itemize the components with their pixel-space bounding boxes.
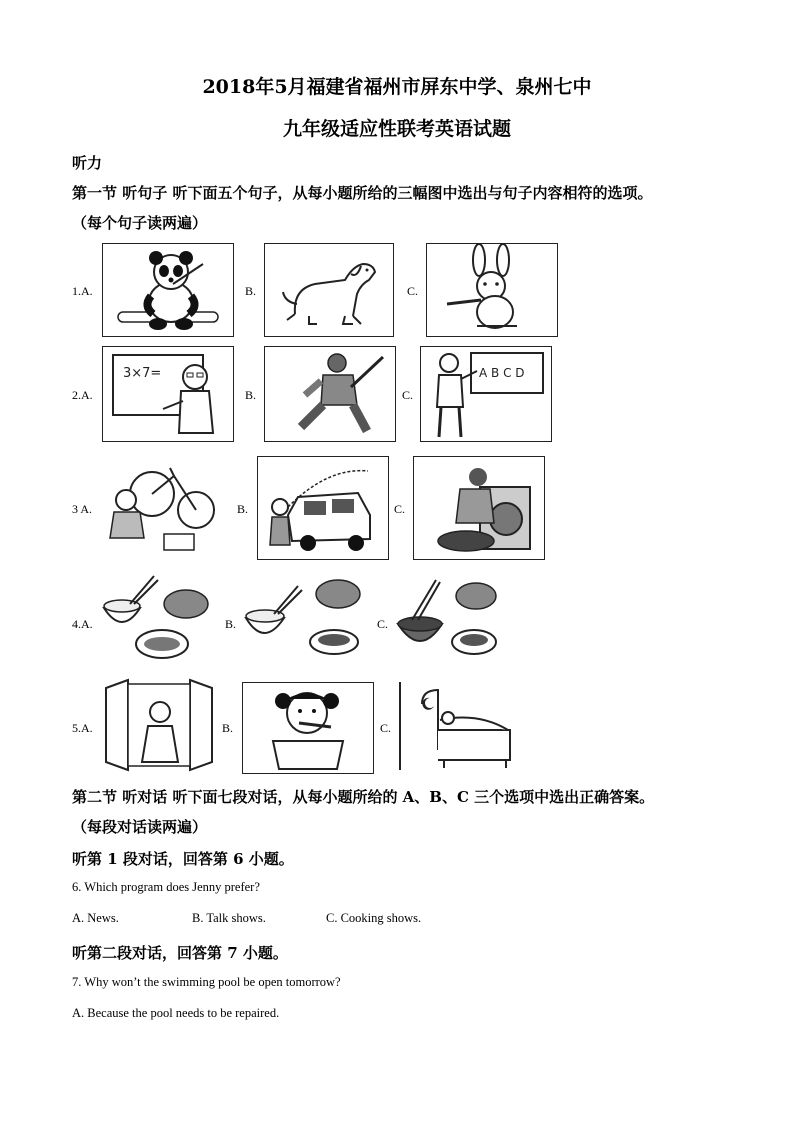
washing-machine-image bbox=[413, 456, 545, 560]
dog-image bbox=[264, 243, 394, 337]
teacher-image bbox=[420, 346, 552, 442]
noodles-chicken-dumplings-image bbox=[396, 574, 502, 662]
girl-brushing-teeth-image bbox=[242, 682, 374, 774]
part1-heading: 第一节 听句子 听下面五个句子，从每小题所给的三幅图中选出与句子内容相符的选项。 bbox=[72, 184, 653, 202]
rabbit-icon bbox=[427, 244, 557, 336]
car-wash-image bbox=[257, 456, 389, 560]
q6-option-c: C. Cooking shows. bbox=[326, 911, 422, 925]
bicycle-icon bbox=[100, 458, 218, 558]
dialogue1-heading: 听第 1 段对话，回答第 6 小题。 bbox=[72, 850, 294, 868]
q4-b-label: B. bbox=[225, 617, 237, 631]
boy-bike-image bbox=[100, 458, 218, 558]
q1-b-label: B. bbox=[245, 284, 257, 298]
dog-icon bbox=[265, 244, 393, 336]
part2-heading: 第二节 听对话 听下面七段对话，从每小题所给的 A、B、C 三个选项中选出正确答案。 bbox=[72, 788, 655, 806]
page-subtitle: 九年级适应性联考英语试题 bbox=[282, 118, 511, 140]
q5-a-label: 5.A. bbox=[72, 721, 93, 735]
q4-a-label: 4.A. bbox=[72, 617, 93, 631]
food-set-c-icon bbox=[396, 574, 502, 662]
soldier-image bbox=[264, 346, 396, 442]
q4-c-label: C. bbox=[377, 617, 389, 631]
child-sleeping-image bbox=[398, 680, 522, 772]
board-math-text: 3×7= bbox=[123, 366, 162, 381]
q1-a-label: 1.A. bbox=[72, 284, 93, 298]
q6-option-a: A. News. bbox=[72, 911, 119, 925]
soldier-icon bbox=[265, 347, 395, 441]
blackboard-icon bbox=[103, 347, 233, 441]
q5-b-label: B. bbox=[222, 721, 234, 735]
rabbit-image bbox=[426, 243, 558, 337]
washing-machine-icon bbox=[414, 457, 544, 559]
page-title: 2018年5月福建省福州市屏东中学、泉州七中 bbox=[202, 76, 592, 98]
q6-option-b: B. Talk shows. bbox=[192, 911, 266, 925]
girl-window-image bbox=[102, 678, 216, 774]
q2-a-label: 2.A. bbox=[72, 388, 93, 402]
bed-icon bbox=[398, 680, 522, 772]
student-blackboard-image bbox=[102, 346, 234, 442]
q7-option-a: A. Because the pool needs to be repaired. bbox=[72, 1006, 280, 1020]
car-icon bbox=[258, 457, 388, 559]
food-set-a-icon bbox=[100, 574, 216, 666]
part1-note: （每个句子读两遍） bbox=[72, 214, 208, 232]
rice-chicken-dumplings-image bbox=[242, 574, 366, 662]
dialogue2-heading: 听第二段对话，回答第 7 小题。 bbox=[72, 944, 288, 962]
panda-image bbox=[102, 243, 234, 337]
q3-a-label: 3 A. bbox=[72, 502, 93, 516]
board-abcd-text: A B C D bbox=[479, 366, 525, 380]
food-set-b-icon bbox=[242, 574, 366, 662]
q3-b-label: B. bbox=[237, 502, 249, 516]
toothbrush-icon bbox=[243, 683, 373, 773]
q5-c-label: C. bbox=[380, 721, 392, 735]
q3-c-label: C. bbox=[394, 502, 406, 516]
q2-b-label: B. bbox=[245, 388, 257, 402]
rice-chicken-fish-image bbox=[100, 574, 216, 666]
teacher-icon bbox=[421, 347, 551, 441]
panda-icon bbox=[103, 244, 233, 336]
q2-c-label: C. bbox=[402, 388, 414, 402]
part2-note: （每段对话读两遍） bbox=[72, 818, 208, 836]
window-icon bbox=[102, 678, 216, 774]
q1-c-label: C. bbox=[407, 284, 419, 298]
section-listening: 听力 bbox=[72, 154, 103, 172]
question-7: 7. Why won’t the swimming pool be open tomorrow? bbox=[72, 975, 341, 989]
question-6: 6. Which program does Jenny prefer? bbox=[72, 880, 260, 894]
